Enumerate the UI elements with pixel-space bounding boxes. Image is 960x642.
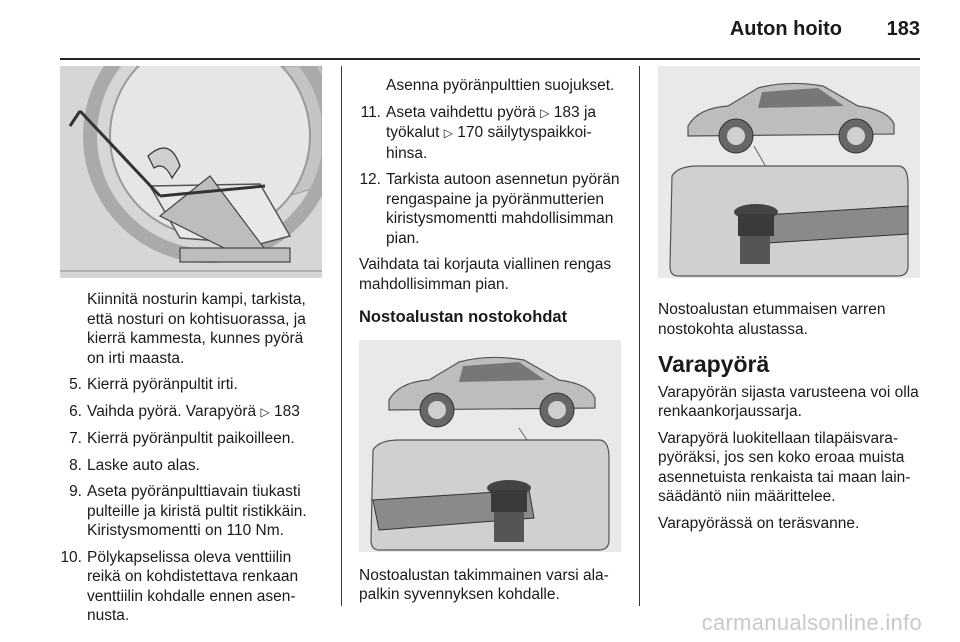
repair-paragraph: Vaihdata tai korjauta viallinen rengas mahdollisimman pian.: [359, 256, 612, 293]
watermark: carmanualsonline.info: [701, 610, 922, 635]
header-rule: [60, 58, 920, 60]
spare-wheel-heading: Varapyörä: [658, 351, 770, 377]
column-divider-1: [341, 66, 342, 606]
front-lift-caption: Nostoalustan etummaisen varren nostokohta alustassa.: [658, 301, 886, 338]
column-3: [658, 66, 922, 540]
list-item: 11. Aseta vaihdettu pyörä ▷ 183 ja työkalut ▷ 170 säilytyspaikkoihinsa.: [360, 103, 597, 162]
list-item: 6. Vaihda pyörä. Varapyörä ▷ 183: [69, 402, 300, 420]
step-list-1: [60, 375, 322, 626]
car-lift-point-rear: [359, 340, 621, 552]
list-item: 7. Kierrä pyöränpultit paikoilleen.: [69, 430, 295, 447]
spare-paragraph-2: Varapyörä luokitellaan tilapäisvarapyöräksi, jos sen koko eroaa muista asennetuista renkaista tai maan lainsäädäntö niin määrittelee.: [658, 429, 911, 505]
page-header: [0, 0, 960, 62]
continued-step-text: Asenna pyöränpulttien suojukset.: [386, 77, 615, 94]
list-item: 5. Kierrä pyöränpultit irti.: [69, 376, 238, 393]
spare-paragraph-3: Varapyörässä on teräsvanne.: [658, 514, 860, 532]
list-item: 12. Tarkista autoon asennetun pyörän rengaspaine ja pyöränmutterien kiristysmomentti mahdollisimman pian.: [359, 171, 620, 247]
column-2: [359, 66, 623, 612]
page-number: 183: [886, 18, 920, 40]
lift-points-heading: Nostoalustan nostokohdat: [359, 308, 568, 326]
page-ref[interactable]: 170 säilytyspaikkoihinsa.: [386, 124, 592, 162]
section-title: Auton hoito: [729, 18, 842, 40]
jack-intro-text: Kiinnitä nosturin kampi, tarkista, että nosturi on kohtisuorassa, ja kierrä kammesta, kunnes pyörä on irti maasta.: [87, 291, 306, 367]
list-item: 8. Laske auto alas.: [69, 456, 200, 474]
page-ref[interactable]: 183: [269, 402, 300, 420]
list-item: 10. Pölykapselissa oleva venttiilin reikä on kohdistettava renkaan venttiilin kohdalle ennen asennusta.: [60, 548, 299, 624]
column-1: [60, 66, 322, 633]
page-ref-triangle-icon: ▷: [540, 105, 550, 120]
car-lift-point-front: [658, 66, 920, 278]
list-item: 9. Aseta pyöränpulttiavain tiukasti pulteille ja kiristä pultit ristikkäin. Kiristysmomentti on 110 Nm.: [69, 483, 307, 539]
rear-lift-caption: Nostoalustan takimmainen varsi alapalkin syvennyksen kohdalle.: [359, 566, 609, 603]
jack-illustration: [60, 66, 322, 278]
page-ref[interactable]: 183 ja työkalut: [386, 103, 597, 141]
step-list-2: [359, 103, 623, 249]
column-divider-2: [639, 66, 640, 606]
page-ref-triangle-icon: ▷: [443, 126, 453, 140]
page-ref-triangle-icon: ▷: [260, 404, 270, 419]
spare-paragraph-1: Varapyörän sijasta varusteena voi olla renkaankorjaussarja.: [658, 383, 919, 420]
